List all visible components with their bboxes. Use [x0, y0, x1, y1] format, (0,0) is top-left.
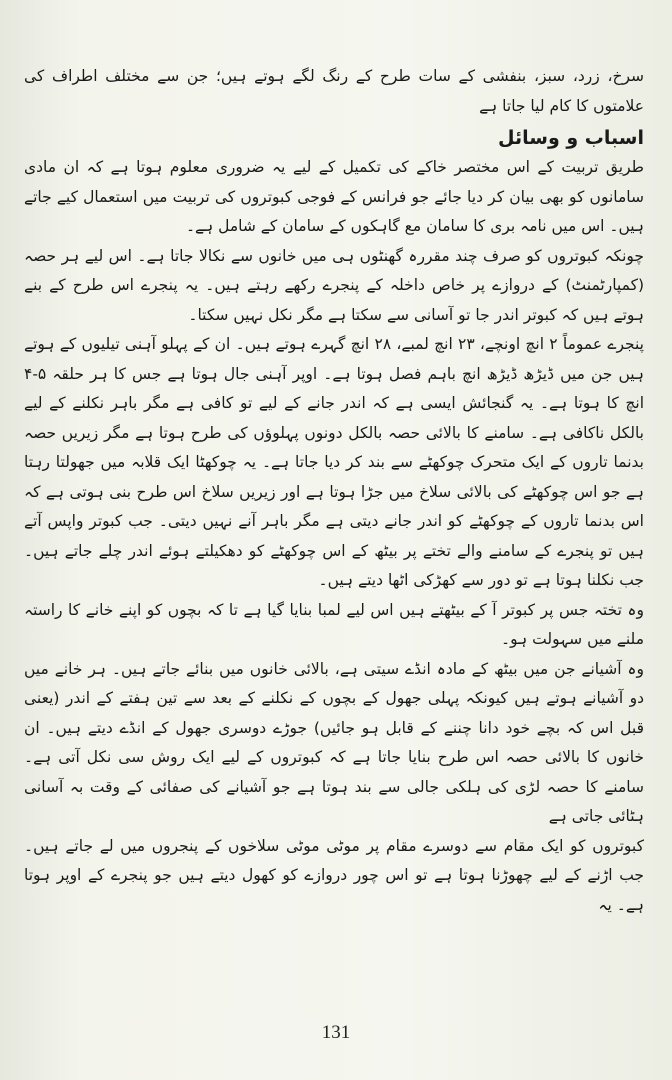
paragraph-1: سرخ، زرد، سبز، بنفشی کے سات طرح کے رنگ لگے ہوتے ہیں؛ جن سے مختلف اطراف کی علامتوں کا کام لیا جاتا ہے — [24, 67, 644, 115]
paragraph-6: وہ آشیانے جن میں بیٹھ کے مادہ انڈے سیتی ہے، بالائی خانوں میں بنائے جاتے ہیں۔ ہر خانے میں دو آشیانے ہوتے ہیں کیونکہ پہلی جھول کے بچوں کے نکلنے کے بعد سے تین ہفتے کے اندر (یعنی قبل اس کہ بچے خود دانا چننے کے قابل ہو جائیں) جوڑے دوسری جھول کے انڈے دیتے ہیں۔ ان خانوں کا بالائی حصہ اس طرح بنایا جاتا ہے کہ کبوتروں کے لیے ایک روش سی نکل آتی ہے۔ سامنے کا حصہ لڑی کی ہلکی جالی سے بند ہوتا ہے جو آشیانے کی صفائی کے وقت بہ آسانی ہٹائی جاتی ہے — [24, 659, 644, 825]
paragraph-2: طریق تربیت کے اس مختصر خاکے کی تکمیل کے لیے یہ ضروری معلوم ہوتا ہے کہ ان مادی سامانوں کو بھی بیان کر دیا جائے جو فرانس کے فوجی کبوتروں کی تربیت میں استعمال کیے جاتے ہیں۔ اس میں نامہ بری کا سامان مع گاہکوں کے سامان کے شامل ہے۔ — [24, 158, 644, 235]
paragraph-4: پنجرے عموماً ۲ انچ اونچے، ۲۳ انچ لمبے، ۲۸ انچ گہرے ہوتے ہیں۔ ان کے پہلو آہنی تیلیوں کے ہوتے ہیں جن میں ڈیڑھ ڈیڑھ انچ باہم فصل ہوتا ہے۔ اوپر آہنی جال ہوتا ہے جس کا ہر حلقہ ۵-۴ انچ کا ہوتا ہے۔ یہ گنجائش ایسی ہے کہ اندر جانے کے لیے تو کافی ہے مگر باہر نکلنے کے لیے بالکل ناکافی ہے۔ سامنے کا بالائی حصہ بالکل دونوں پہلوؤں کی طرح ہوتا ہے مگر زیریں حصہ بدنما تاروں کے ایک متحرک چوکھٹے سے بند کر دیا جاتا ہے۔ یہ چوکھٹا ایک قلابہ میں جھولتا رہتا ہے جو اس چوکھٹے کی بالائی سلاخ میں جڑا ہوتا ہے اور زیریں سلاخ اس طرح بنی ہوتی ہے کہ اس بدنما تاروں کے چوکھٹے کو اندر جانے دیتی ہے مگر باہر آنے نہیں دیتی۔ جب کبوتر واپس آتے ہیں تو پنجرے کے سامنے والے تختے پر بیٹھ کے اس چوکھٹے کو دھکیلتے ہوئے اندر چلے جاتے ہیں۔ جب نکلنا ہوتا ہے تو دور سے کھڑکی اٹھا دیتے ہیں۔ — [24, 335, 644, 589]
paragraph-3: چونکہ کبوتروں کو صرف چند مقررہ گھنٹوں ہی میں خانوں سے نکالا جاتا ہے۔ اس لیے ہر حصہ (کمپارٹمنٹ) کے دروازے پر خاص داخلہ کے پنجرے رکھے رہتے ہیں۔ یہ پنجرے اس طرح کے بنے ہوتے ہیں کہ کبوتر اندر جا تو آسانی سے سکتا ہے مگر نکل نہیں سکتا۔ — [24, 246, 644, 324]
page-number: 131 — [321, 1022, 351, 1043]
paragraph-7: کبوتروں کو ایک مقام سے دوسرے مقام پر موٹی موٹی سلاخوں کے پنجروں میں لے جاتے ہیں۔ جب اڑنے کے لیے چھوڑنا ہوتا ہے تو اس چور دروازے کو کھول دیتے ہیں جو پنجرے کے اوپر ہوتا ہے۔ یہ — [24, 836, 644, 914]
section-heading: اسباب و وسائل — [498, 127, 644, 149]
paragraph-5: وہ تختہ جس پر کبوتر آ کے بیٹھتے ہیں اس لیے لمبا بنایا گیا ہے تا کہ بچوں کو اپنے خانے کا راستہ ملنے میں سہولت ہو۔ — [24, 600, 644, 648]
page-body-text — [24, 62, 644, 920]
